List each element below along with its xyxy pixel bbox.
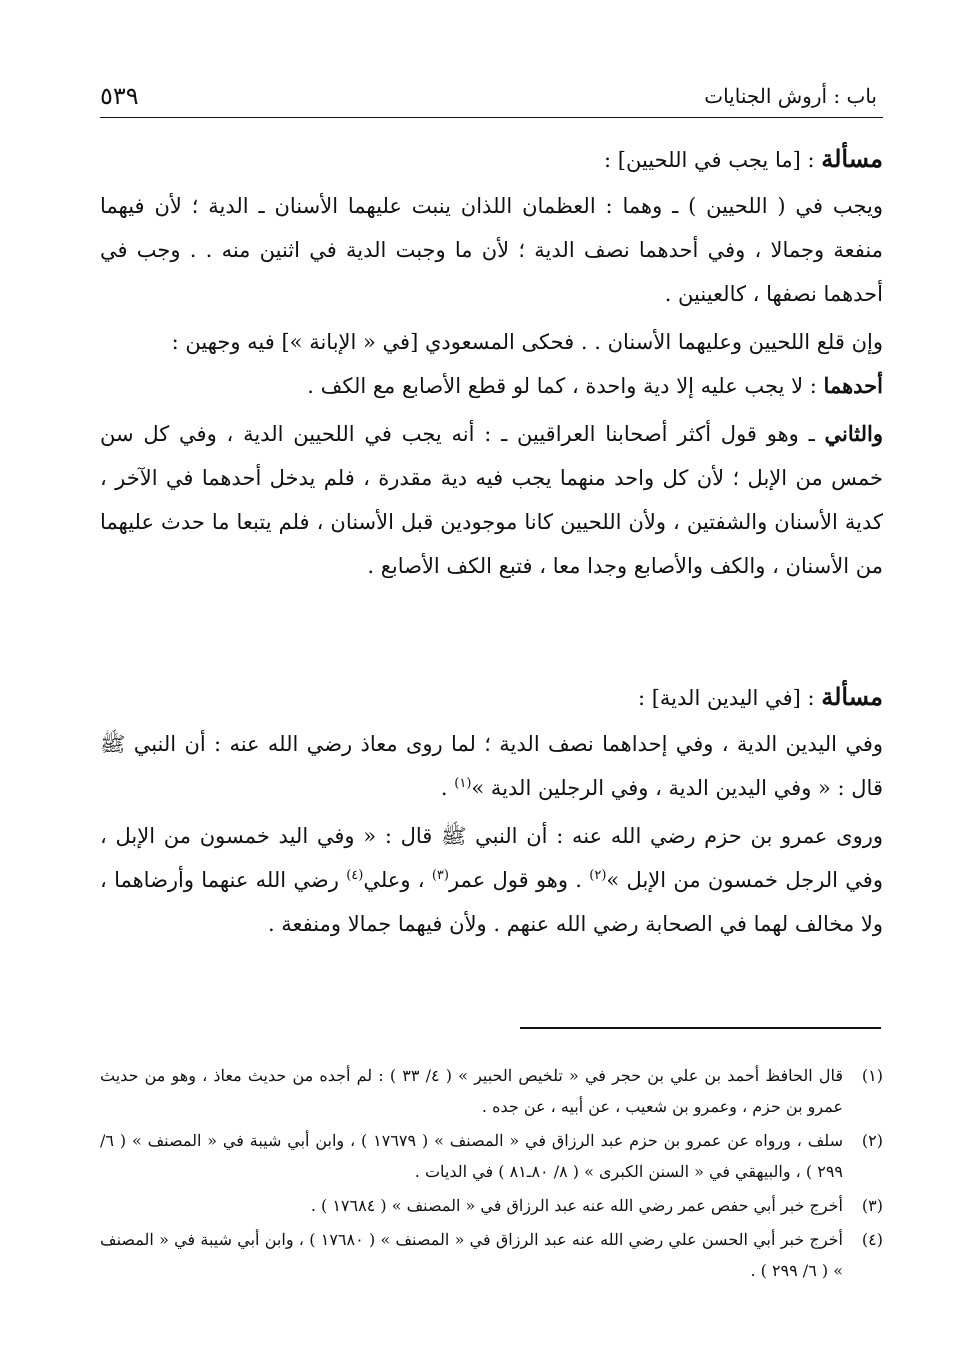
section-heading [100, 675, 883, 720]
opinion-label: والثاني [824, 421, 883, 446]
footnote-item [100, 1125, 883, 1187]
heading-keyword: مسألة [821, 682, 883, 711]
page-number: ٥٣٩ [100, 82, 139, 110]
footnote-ref: (٤) [346, 868, 364, 883]
running-header-chapter: باب : أروش الجنايات [704, 84, 877, 108]
footnote-text: أخرج خبر أبي الحسن علي رضي الله عنه عبد الرزاق في « المصنف » ( ١٧٦٨٠ ) ، وابن أبي شيبة في « المصنف » ( ٦/ ٢٩٩ ) . [100, 1230, 843, 1280]
footnote-number: (١) [861, 1066, 883, 1085]
section-jaws [100, 137, 883, 588]
section-hands [100, 675, 883, 946]
footnote-number: (٤) [861, 1230, 883, 1249]
footnote-text: سلف ، ورواه عن عمرو بن حزم عبد الرزاق في « المصنف » ( ١٧٦٧٩ ) ، وابن أبي شيبة في « المصنف » ( ٦/ ٢٩٩ ) ، والبيهقي في « السنن الكبرى » ( ٨/ ٨٠ـ٨١ ) في الديات . [100, 1131, 844, 1181]
heading-keyword: مسألة [821, 144, 883, 173]
footnote-item [100, 1060, 883, 1122]
footnote-number: (٢) [861, 1131, 883, 1150]
section-heading [100, 137, 883, 182]
footnote-item [100, 1224, 883, 1286]
opinion-label: أحدهما [823, 373, 883, 398]
footnote-ref: (٣) [431, 868, 449, 883]
paragraph: ويجب في ( اللحيين ) ـ وهما : العظمان اللذان ينبت عليهما الأسنان ـ الدية ؛ لأن فيهما منفعة وجمالا ، وفي أحدهما نصف الدية ؛ لأن ما وجبت الدية في اثنين منه . . وجب في أحدهما نصفها ، كالعينين . [100, 194, 883, 306]
paragraph: وروى عمرو بن حزم رضي الله عنه : أن النبي ﷺ قال : « وفي اليد خمسون من الإبل ، وفي الرجل خمسون من الإبل »$^{(٢)}$ . وهو قول عمر$^{(٣)}$ ، وعلي$^{(٤)}$ رضي الله عنهما وأرضاهما ، ولا مخالف لهما في الصحابة رضي الله عنهم . ولأن فيهما جمالا ومنفعة . [100, 824, 883, 936]
paragraph: وإن قلع اللحيين وعليهما الأسنان . . فحكى المسعودي [في « الإبانة »] فيه وجهين : [171, 330, 883, 354]
header-rule [100, 117, 883, 118]
footnote-number: (٣) [861, 1196, 883, 1215]
footnote-text: أخرج خبر أبي حفص عمر رضي الله عنه عبد الرزاق في « المصنف » ( ١٧٦٨٤ ) . [310, 1196, 843, 1215]
footnote-item [100, 1190, 883, 1221]
footnote-separator [520, 1027, 881, 1029]
footnote-ref: (٢) [589, 868, 607, 883]
paragraph: أحدهما : لا يجب عليه إلا دية واحدة ، كما لو قطع الأصابع مع الكف . [307, 373, 883, 398]
footnote-text: قال الحافظ أحمد بن علي بن حجر في « تلخيص الحبير » ( ٤/ ٣٣ ) : لم أجده من حديث معاذ ، وهو من حديث عمرو بن حزم ، وعمرو بن شعيب ، عن أبيه ، عن جده . [100, 1066, 843, 1116]
footnotes [100, 1060, 883, 1289]
heading-title: : [في اليدين الدية] : [637, 686, 815, 710]
heading-title: : [ما يجب في اللحيين] : [604, 148, 815, 172]
paragraph: والثاني ـ وهو قول أكثر أصحابنا العراقيين ـ : أنه يجب في اللحيين الدية ، وفي كل سن خمس من الإبل ؛ لأن كل واحد منهما يجب فيه دية مقدرة ، فلم يدخل أحدهما في الآخر ، كدية الأسنان والشفتين ، ولأن اللحيين كانا موجودين قبل الأسنان ، فلم يتبعا ما حدث عليهما من الأسنان ، والكف والأصابع وجدا معا ، فتبع الكف الأصابع . [100, 421, 883, 578]
footnote-ref: (١) [454, 776, 472, 791]
paragraph: وفي اليدين الدية ، وفي إحداهما نصف الدية ؛ لما روى معاذ رضي الله عنه : أن النبي ﷺ قال : « وفي اليدين الدية ، وفي الرجلين الدية »$^{(١)}$ . [100, 732, 883, 800]
